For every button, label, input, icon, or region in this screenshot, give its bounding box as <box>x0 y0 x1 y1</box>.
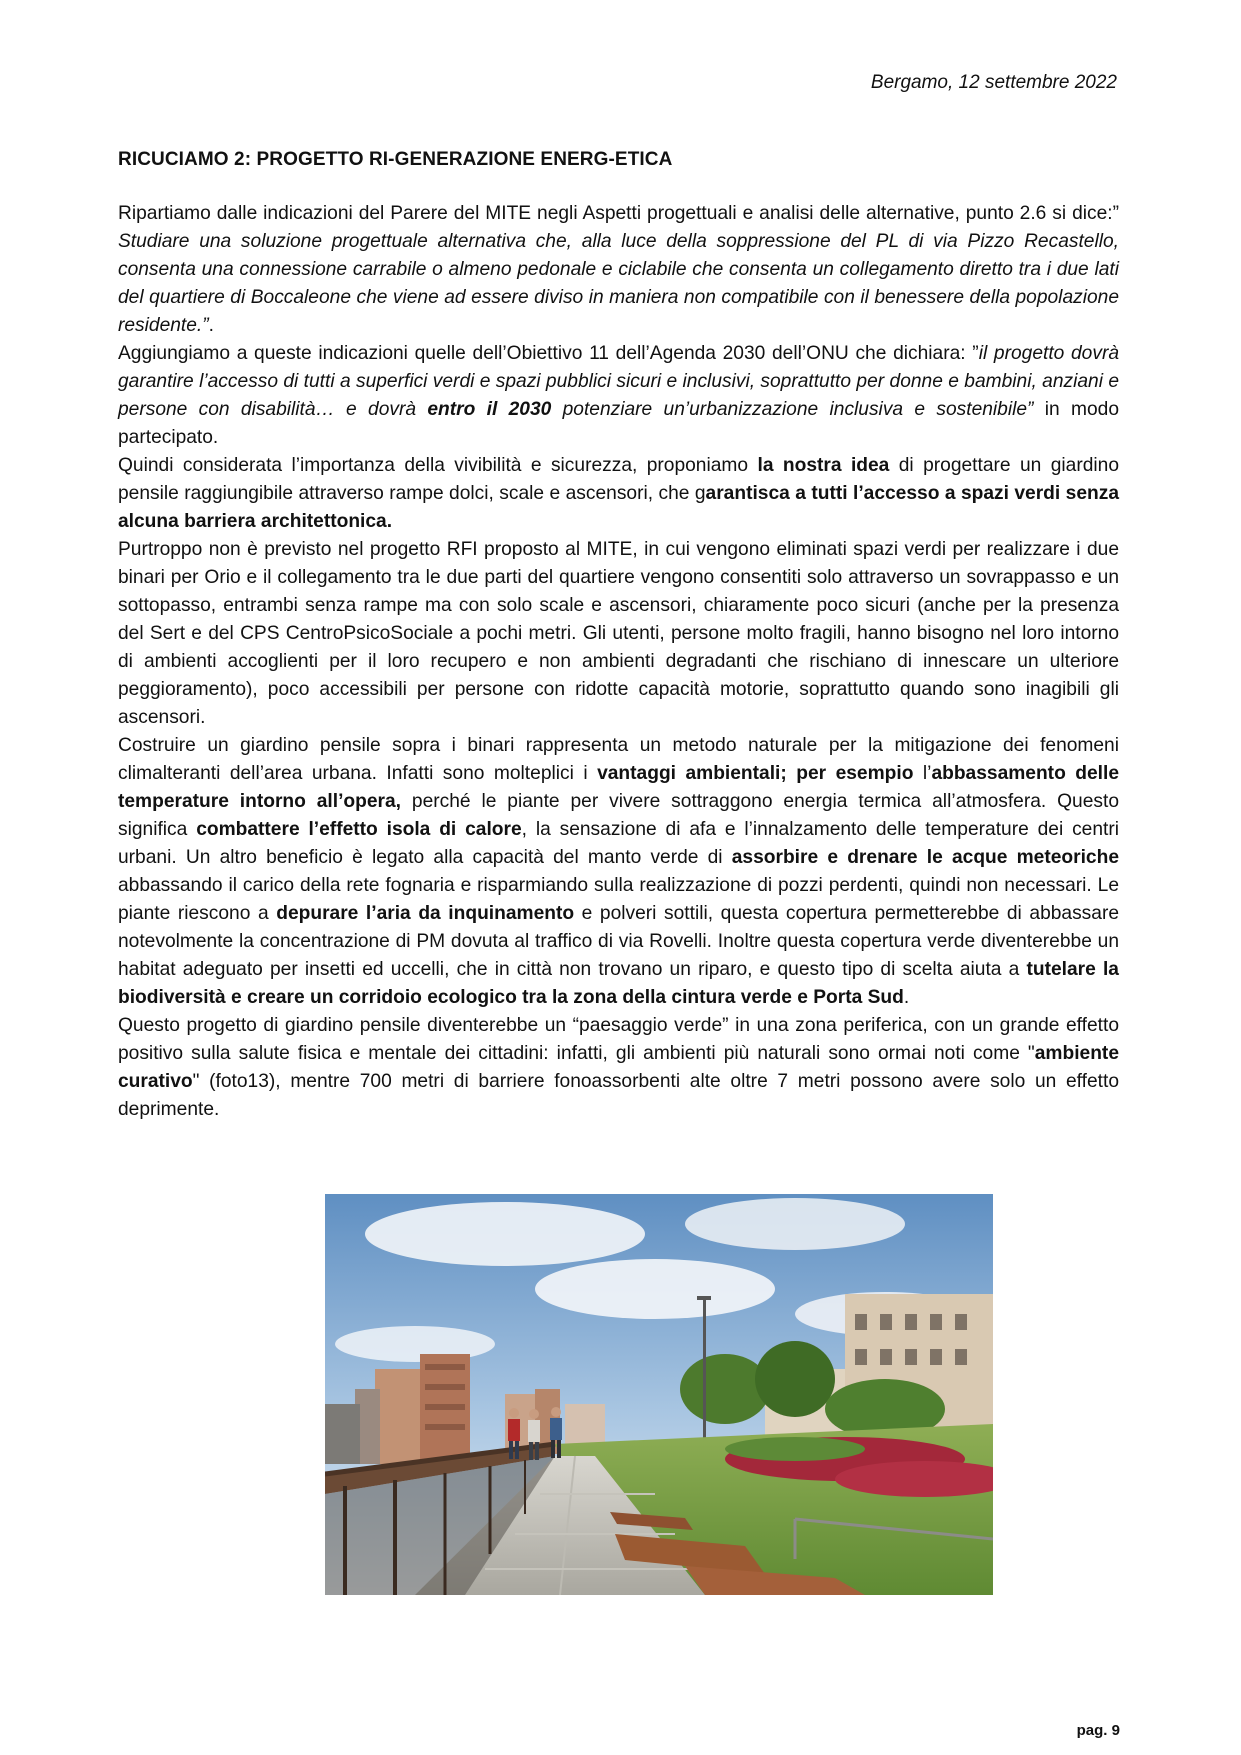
paragraph-text: . <box>903 987 910 1008</box>
emphasis-text: entro il 2030 <box>427 399 552 420</box>
page-number: pag. 9 <box>1076 1722 1120 1739</box>
emphasis-text: depurare l’aria da inquinamento <box>276 903 575 924</box>
paragraph-4: Purtroppo non è previsto nel progetto RFI proposto al MITE, in cui vengono eliminati spazi verdi per realizzare i due binari per Orio e il collegamento tra le due parti del quartiere vengono consentiti solo attraverso un sovrappasso e un sottopasso, entrambi senza rampe ma con solo scale e ascensori, chiaramente poco sicuri (anche per la presenza del Sert e del CPS CentroPsicoSociale a pochi metri. Gli utenti, persone molto fragili, hanno bisogno nel loro intorno di ambienti accoglienti per il loro recupero e non ambienti degradanti che rischiano di innescare un ulteriore peggioramento), poco accessibili per persone con ridotte capacità motorie, soprattutto quando sono inagibili gli ascensori. <box>118 539 1119 728</box>
paragraph-text: in modo partecipato. <box>118 399 1119 448</box>
emphasis-text: la nostra idea <box>757 455 890 476</box>
emphasis-text: ambiente curativo <box>118 1043 1119 1092</box>
paragraph-text: . <box>208 315 214 336</box>
emphasis-text: tutelare la biodiversità e creare un corridoio ecologico tra la zona della cintura verde e Porta Sud <box>118 959 1119 1008</box>
paragraph-text: perché le piante per vivere sottraggono energia termica all’atmosfera. Questo significa <box>118 791 1119 840</box>
paragraph-text: abbassando il carico della rete fognaria e risparmiando sulla realizzazione di pozzi perdenti, quindi non necessari. Le piante riescono a <box>118 875 1119 924</box>
roof-garden-illustration <box>325 1194 993 1595</box>
paragraph-1 <box>118 200 1119 340</box>
emphasis-text: abbassamento delle temperature intorno all’opera, <box>118 763 1119 812</box>
document-date: Bergamo, 12 settembre 2022 <box>870 72 1117 93</box>
paragraph-text: Costruire un giardino pensile sopra i binari rappresenta un metodo naturale per la mitigazione dei fenomeni climalteranti dell’area urbana. Infatti sono molteplici i <box>118 735 1119 784</box>
paragraph-6 <box>118 1012 1119 1124</box>
paragraph-5 <box>118 732 1119 1012</box>
paragraph-2 <box>118 340 1119 452</box>
paragraph-3 <box>118 452 1119 536</box>
paragraph-text: di progettare un giardino pensile raggiungibile attraverso rampe dolci, scale e ascensori, che g <box>118 455 1119 504</box>
paragraph-text: Aggiungiamo a queste indicazioni quelle dell’Obiettivo 11 dell’Agenda 2030 dell’ONU che dichiara: ” <box>118 343 979 364</box>
emphasis-text: combattere l’effetto isola di calore <box>196 819 522 840</box>
paragraph-text: e polveri sottili, questa copertura permetterebbe di abbassare notevolmente la concentrazione di PM dovuta al traffico di via Rovelli. Inoltre questa copertura verde diventerebbe un habitat adeguato per insetti ed uccelli, che in città non trovano un riparo, e questo tipo di scelta aiuta a <box>118 903 1120 980</box>
onu-quote: potenziare un’urbanizzazione inclusiva e sostenibile” <box>551 399 1034 420</box>
onu-quote: il progetto dovrà garantire l’accesso di tutti a superfici verdi e spazi pubblici sicuri e inclusivi, soprattutto per donne e bambini, anziani e persone con disabilità… e dovrà <box>118 343 1120 420</box>
paragraph-text: l’ <box>913 763 932 784</box>
emphasis-text: arantisca a tutti l’accesso a spazi verdi senza alcuna barriera architettonica. <box>118 483 1119 532</box>
paragraph-text: " (foto13), mentre 700 metri di barriere fonoassorbenti alte oltre 7 metri possono avere solo un effetto deprimente. <box>118 1071 1119 1120</box>
roof-garden-photo <box>325 1194 993 1595</box>
emphasis-text: assorbire e drenare le acque meteoriche <box>731 847 1119 868</box>
paragraph-text: Quindi considerata l’importanza della vivibilità e sicurezza, proponiamo <box>118 455 758 476</box>
document-body <box>118 200 1119 1124</box>
mite-quote: Studiare una soluzione progettuale alternativa che, alla luce della soppressione del PL di via Pizzo Recastello, consenta una connessione carrabile o almeno pedonale e ciclabile che consenta un collegamento diretto tra i due lati del quartiere di Boccaleone che viene ad essere diviso in maniera non compatibile con il benessere della popolazione residente.” <box>118 231 1119 336</box>
paragraph-text: , la sensazione di afa e l’innalzamento delle temperature dei centri urbani. Un altro beneficio è legato alla capacità del manto verde di <box>118 819 1119 868</box>
paragraph-text: Questo progetto di giardino pensile diventerebbe un “paesaggio verde” in una zona periferica, con un grande effetto positivo sulla salute fisica e mentale dei cittadini: infatti, gli ambienti più naturali sono ormai noti come " <box>118 1015 1119 1064</box>
emphasis-text: vantaggi ambientali; per esempio <box>597 763 914 784</box>
paragraph-text: Ripartiamo dalle indicazioni del Parere del MITE negli Aspetti progettuali e analisi delle alternative, punto 2.6 si dice:” <box>118 203 1119 224</box>
document-title: RICUCIAMO 2: PROGETTO RI-GENERAZIONE ENERG-ETICA <box>118 149 673 170</box>
